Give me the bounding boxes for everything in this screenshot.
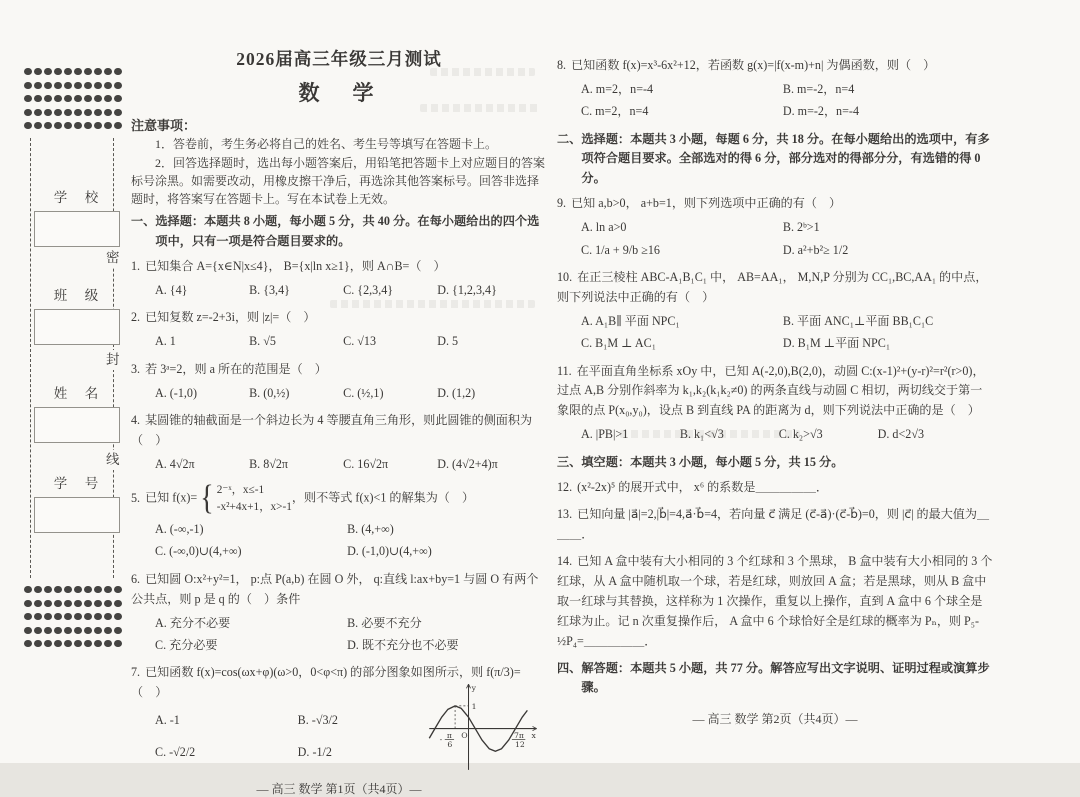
- dot: [84, 95, 92, 102]
- dot: [44, 613, 52, 620]
- dot: [74, 586, 82, 593]
- piecewise-case: 2⁻ˣ，x≤-1: [216, 484, 265, 497]
- dot: [34, 613, 42, 620]
- dot: [54, 627, 62, 634]
- dot: [114, 82, 122, 89]
- exam-subject: 数 学: [298, 81, 380, 105]
- option-D: D. -1/2: [297, 744, 332, 759]
- dot: [24, 613, 32, 620]
- question-text: 已知函数 f(x)=cos(ωx+φ)(ω>0，0<φ<π) 的部分图象如图所示，则 f(π/3)=（ ）: [131, 665, 521, 700]
- question: [557, 505, 993, 545]
- option-D: D. (4√2+4)π: [437, 456, 498, 471]
- dot: [114, 109, 122, 116]
- option-A: A. (-1,0): [155, 385, 197, 400]
- option-B: B. {3,4}: [249, 282, 290, 297]
- question-text: ，则不等式 f(x)<1 的解集为（ ）: [291, 490, 475, 505]
- dot: [104, 95, 112, 102]
- dot-row: [24, 640, 122, 647]
- option-D: D. a²+b²≥ 1/2: [782, 242, 849, 257]
- dot: [74, 95, 82, 102]
- dot: [104, 600, 112, 607]
- dot: [54, 95, 62, 102]
- dot: [74, 68, 82, 75]
- question-number: 2.: [131, 310, 141, 325]
- dot: [84, 613, 92, 620]
- dot: [64, 640, 72, 647]
- question-stem: [131, 360, 547, 380]
- dot: [44, 95, 52, 102]
- options: [131, 382, 547, 404]
- section-header: 三、填空题：本题共 3 小题，每小题 5 分，共 15 分。: [557, 454, 844, 469]
- dot: [104, 68, 112, 75]
- question-number: 5.: [131, 490, 141, 505]
- question-number: 12.: [557, 480, 573, 495]
- question-text: 已知 A 盒中装有大小相同的 3 个红球和 3 个黑球， B 盒中装有大小相同的 3 个红球，从 A 盒中随机取一个球，若是红球，则放回 A 盒；若是黑球，则从 B 盒中取一红球与其替换，这样称为 1 次操作，重复以上操作，直到 A 盒中 6 个球全是红球为止。记 n 次重复操作后， A 盒中 6 个球恰好全是红球的概率为 Pₙ，则 P₅-½P₄=＿＿＿＿＿．: [557, 554, 993, 648]
- dot: [114, 600, 122, 607]
- question: [131, 360, 547, 404]
- page-2-content: [557, 0, 993, 727]
- dot: [24, 82, 32, 89]
- graph-x-label: x: [531, 731, 536, 741]
- options: [557, 423, 993, 445]
- question-text: 已知集合 A={x∈N|x≤4}， B={x|ln x≥1}，则 A∩B=（ ）: [145, 259, 446, 274]
- option-C: C. -√2/2: [155, 744, 196, 759]
- question-stem: [131, 257, 547, 277]
- dot: [44, 68, 52, 75]
- question-text: 已知圆 O:x²+y²=1， p:点 P(a,b) 在圆 O 外， q:直线 l:ax+by=1 与圆 O 有两个公共点，则 p 是 q 的（ ）条件: [131, 571, 539, 606]
- field-name-box: [34, 407, 120, 443]
- question-number: 9.: [557, 196, 567, 211]
- dot: [94, 82, 102, 89]
- field-class: [34, 284, 120, 345]
- option-D: D. {1,2,3,4}: [437, 282, 497, 297]
- seal-char-xian: 线: [106, 450, 120, 470]
- dot: [44, 109, 52, 116]
- dot-row: [24, 586, 122, 593]
- field-name-label: 姓 名: [53, 386, 101, 401]
- question: [557, 478, 993, 498]
- question-text: (x²-2x)⁵ 的展开式中， x⁶ 的系数是＿＿＿＿＿．: [577, 480, 829, 495]
- dot: [104, 586, 112, 593]
- dot: [34, 109, 42, 116]
- dot: [104, 640, 112, 647]
- option-C: C. √13: [343, 334, 377, 349]
- dot: [64, 82, 72, 89]
- dot: [34, 68, 42, 75]
- dot: [94, 600, 102, 607]
- option-A: A. |PB|>1: [581, 427, 629, 442]
- question-text: 已知向量 |a⃗|=2,|b⃗|=4,a⃗·b⃗=4，若向量 c⃗ 满足 (c⃗-a⃗)·(c⃗-b⃗)=0，则 |c⃗| 的最大值为＿＿＿．: [557, 507, 990, 542]
- option-B: B. (4,+∞): [347, 522, 394, 537]
- dot: [44, 640, 52, 647]
- dot: [64, 627, 72, 634]
- exam-page-1: [131, 0, 547, 797]
- piecewise-brace: {: [200, 479, 214, 518]
- question: [131, 308, 547, 352]
- dot: [104, 122, 112, 129]
- dot: [74, 640, 82, 647]
- graph-y-label: y: [471, 683, 476, 693]
- options: [131, 705, 446, 768]
- dot: [24, 640, 32, 647]
- dot: [34, 600, 42, 607]
- option-A: A. -1: [155, 713, 180, 728]
- option-C: C. 16√2π: [343, 456, 389, 471]
- dot-row: [24, 600, 122, 607]
- option-B: B. 8√2π: [249, 456, 289, 471]
- dot: [44, 586, 52, 593]
- options: [131, 330, 547, 352]
- dot: [114, 586, 122, 593]
- dot: [44, 82, 52, 89]
- question: [557, 362, 993, 446]
- dot: [24, 600, 32, 607]
- option-C: C. 充分必要: [155, 638, 218, 653]
- question: [131, 570, 547, 657]
- question-text: 已知 f(x)=: [145, 490, 198, 505]
- dot: [104, 82, 112, 89]
- option-A: A. (-∞,-1): [155, 522, 204, 537]
- dot: [54, 613, 62, 620]
- dot: [54, 600, 62, 607]
- options: [557, 78, 993, 123]
- question-number: 13.: [557, 507, 573, 522]
- question-text: 已知复数 z=-2+3i，则 |z|=（ ）: [145, 310, 316, 325]
- option-A: A. A₁B∥ 平面 NPC₁: [581, 313, 680, 328]
- question-stem: [557, 552, 993, 652]
- graph-tick-neg-den: 6: [447, 740, 453, 750]
- piecewise-cases: [217, 482, 292, 516]
- dot: [94, 122, 102, 129]
- field-student-id-box: [34, 497, 120, 533]
- dot: [54, 82, 62, 89]
- option-A: A. ln a>0: [581, 220, 627, 235]
- graph-tick-neg-sign: -: [439, 735, 443, 745]
- graph-max-label: 1: [471, 702, 477, 712]
- dot: [114, 627, 122, 634]
- option-A: A. m=2，n=-4: [581, 81, 654, 96]
- dot: [104, 109, 112, 116]
- dot: [114, 68, 122, 75]
- dot: [34, 95, 42, 102]
- dot: [64, 122, 72, 129]
- dot: [44, 627, 52, 634]
- question-text: 某圆锥的轴截面是一个斜边长为 4 等腰直角三角形，则此圆锥的侧面积为（ ）: [131, 412, 533, 447]
- dot: [24, 95, 32, 102]
- dot: [54, 586, 62, 593]
- dot: [114, 613, 122, 620]
- question-number: 4.: [131, 412, 141, 427]
- question-number: 3.: [131, 361, 141, 376]
- dot: [64, 613, 72, 620]
- dot: [34, 122, 42, 129]
- option-C: C. k₂>√3: [778, 427, 823, 442]
- dot: [64, 95, 72, 102]
- option-D: D. B₁M ⊥平面 NPC₁: [782, 336, 891, 351]
- section-header: 二、选择题：本题共 3 小题，每题 6 分，共 18 分。在每小题给出的选项中，有多项符合题目要求。全部选对的得 6 分，部分选对的得部分分，有选错的得 0 分。: [557, 131, 990, 185]
- options: [131, 518, 547, 563]
- section-header: 一、选择题：本题共 8 小题，每小题 5 分，共 40 分。在每小题给出的四个选项中，只有一项是符合题目要求的。: [131, 214, 540, 248]
- option-D: D. d<2√3: [877, 427, 925, 442]
- dot: [54, 109, 62, 116]
- options: [557, 216, 993, 261]
- q7-function-graph: [425, 679, 543, 774]
- question-number: 11.: [557, 363, 572, 378]
- dot: [74, 122, 82, 129]
- dot: [94, 95, 102, 102]
- notice-item: 2．回答选择题时，选出每小题答案后，用铅笔把答题卡上对应题目的答案标号涂黑。如需要改动，用橡皮擦干净后，再选涂其他答案标号。回答非选择题时，将答案写在答题卡上。写在本试卷上无效。: [131, 156, 546, 206]
- question-stem: [557, 478, 993, 498]
- question-number: 7.: [131, 665, 141, 680]
- field-school: [34, 186, 120, 247]
- dot-row: [24, 122, 122, 129]
- dot: [74, 600, 82, 607]
- dot: [84, 82, 92, 89]
- question-text: 已知 a,b>0， a+b=1，则下列选项中正确的有（ ）: [571, 196, 842, 211]
- dot: [114, 640, 122, 647]
- page-footer: — 高三 数学 第1页（共4页）—: [256, 782, 422, 797]
- graph-origin-label: O: [461, 731, 468, 741]
- dot: [94, 586, 102, 593]
- dot: [54, 640, 62, 647]
- dot-row: [24, 109, 122, 116]
- question: [557, 268, 993, 355]
- dot: [74, 627, 82, 634]
- exam-page-2: [557, 0, 993, 727]
- dot: [94, 109, 102, 116]
- option-B: B. (0,½): [249, 385, 290, 400]
- question-number: 6.: [131, 571, 141, 586]
- question-stem: [131, 411, 547, 451]
- option-B: B. 2ᵇ>1: [782, 220, 820, 235]
- option-A: A. 充分不必要: [155, 615, 231, 630]
- question: [131, 411, 547, 475]
- dot: [94, 627, 102, 634]
- dot: [34, 586, 42, 593]
- option-B: B. k₁<√3: [679, 427, 724, 442]
- piecewise-case: -x²+4x+1，x>-1: [216, 501, 292, 514]
- question: [557, 194, 993, 261]
- option-D: D. (1,2): [437, 385, 476, 400]
- notice-item: 1．答卷前，考生务必将自己的姓名、考生号等填写在答题卡上。: [155, 137, 498, 151]
- dot: [54, 122, 62, 129]
- option-B: B. 必要不充分: [347, 615, 422, 630]
- question-text: 在正三棱柱 ABC-A₁B₁C₁ 中， AB=AA₁， M,N,P 分别为 CC₁,BC,AA₁ 的中点，则下列说法中正确的有（ ）: [557, 269, 988, 304]
- option-A: A. {4}: [155, 282, 188, 297]
- graph-tick-pos-num: 7π: [513, 731, 524, 741]
- option-D: D. m=-2，n=-4: [782, 104, 859, 119]
- question-stem: [557, 194, 993, 214]
- question-text: 已知函数 f(x)=x³-6x²+12，若函数 g(x)=|f(x-m)+n| 为偶函数，则（ ）: [571, 58, 936, 72]
- question: [131, 257, 547, 301]
- question-stem: [131, 308, 547, 328]
- dot: [74, 82, 82, 89]
- dot-row: [24, 613, 122, 620]
- dot: [24, 109, 32, 116]
- question: [131, 479, 547, 563]
- field-class-box: [34, 309, 120, 345]
- dot: [64, 109, 72, 116]
- dot: [24, 68, 32, 75]
- dot: [104, 613, 112, 620]
- dot: [84, 586, 92, 593]
- graph-tick-pos-den: 12: [514, 740, 525, 750]
- option-B: B. -√3/2: [297, 713, 338, 728]
- dot: [84, 640, 92, 647]
- question-stem: [131, 479, 547, 518]
- dot: [94, 68, 102, 75]
- dot: [24, 627, 32, 634]
- dot: [104, 627, 112, 634]
- option-B: B. √5: [249, 334, 276, 349]
- dot: [94, 640, 102, 647]
- question-text: 在平面直角坐标系 xOy 中，已知 A(-2,0),B(2,0)，动圆 C:(x-1)²+(y-r)²=r²(r>0)，过点 A,B 分别作斜率为 k₁,k₂(k₁k₂≠0) 的两条直线与动圆 C 相切，两切线交于第一象限的点 P(x₀,y₀)，设点 B 到直线 PA 的距离为 d，则下列说法中正确的是（ ）: [557, 363, 985, 418]
- option-D: D. 既不充分也不必要: [347, 638, 459, 653]
- dot: [34, 640, 42, 647]
- dot: [54, 68, 62, 75]
- option-C: C. {2,3,4}: [343, 282, 394, 297]
- option-B: B. 平面 ANC₁⊥平面 BB₁C₁C: [782, 313, 934, 328]
- page-footer: — 高三 数学 第2页（共4页）—: [692, 711, 858, 726]
- field-student-id: [34, 472, 120, 533]
- dot: [114, 95, 122, 102]
- field-school-box: [34, 211, 120, 247]
- dot-row: [24, 82, 122, 89]
- option-C: C. (½,1): [343, 385, 384, 400]
- dot: [24, 586, 32, 593]
- dot: [94, 613, 102, 620]
- dot: [84, 109, 92, 116]
- dot: [84, 68, 92, 75]
- field-name: [34, 382, 120, 443]
- field-student-id-label: 学 号: [53, 476, 101, 491]
- dot: [64, 586, 72, 593]
- option-C: C. 1/a + 9/b ≥16: [581, 242, 660, 257]
- dot: [84, 627, 92, 634]
- question-number: 8.: [557, 58, 567, 72]
- dot-strip-bottom: [24, 586, 122, 654]
- seal-dashed-line-left: [30, 138, 31, 578]
- dot: [44, 600, 52, 607]
- option-A: A. 1: [155, 334, 176, 349]
- dot: [34, 82, 42, 89]
- dot-strip-top: [24, 68, 122, 136]
- dot: [44, 122, 52, 129]
- seal-char-feng: 封: [106, 350, 120, 370]
- question: [557, 56, 993, 123]
- options: [131, 453, 547, 475]
- dot: [114, 122, 122, 129]
- field-class-label: 班 级: [53, 288, 101, 303]
- dot: [84, 122, 92, 129]
- option-A: A. 4√2π: [155, 456, 195, 471]
- exam-title: 2026届高三年级三月测试: [236, 49, 442, 69]
- dot: [64, 600, 72, 607]
- question-stem: [557, 505, 993, 545]
- question-number: 1.: [131, 259, 141, 274]
- option-C: C. (-∞,0)∪(4,+∞): [155, 544, 242, 559]
- question-stem: [557, 362, 993, 422]
- dot: [74, 109, 82, 116]
- seal-char-mi: 密: [106, 248, 120, 268]
- options: [131, 612, 547, 657]
- question-number: 10.: [557, 269, 573, 284]
- option-D: D. (-1,0)∪(4,+∞): [347, 544, 432, 559]
- dot-row: [24, 95, 122, 102]
- field-school-label: 学 校: [53, 190, 101, 205]
- question: [557, 552, 993, 652]
- question-text: 若 3ᵃ=2，则 a 所在的范围是（ ）: [145, 361, 327, 376]
- question-stem: [557, 56, 993, 76]
- question-stem: [557, 268, 993, 308]
- dot-row: [24, 68, 122, 75]
- page-1-content: [131, 0, 547, 797]
- seal-line-sidebar: [0, 0, 128, 763]
- question-stem: [131, 570, 547, 610]
- dot: [74, 613, 82, 620]
- section-header: 四、解答题：本题共 5 小题，共 77 分。解答应写出文字说明、证明过程或演算步骤。: [557, 660, 990, 695]
- dot: [64, 68, 72, 75]
- graph-tick-neg-num: π: [446, 731, 452, 741]
- notice-title: 注意事项：: [131, 118, 197, 133]
- options: [557, 310, 993, 355]
- options: [131, 279, 547, 301]
- dot: [24, 122, 32, 129]
- dot: [84, 600, 92, 607]
- dot-row: [24, 627, 122, 634]
- option-B: B. m=-2，n=4: [782, 81, 855, 96]
- option-C: C. B₁M ⊥ AC₁: [581, 336, 656, 351]
- question: [131, 663, 547, 768]
- question-number: 14.: [557, 554, 573, 569]
- option-C: C. m=2，n=4: [581, 104, 649, 119]
- dot: [34, 627, 42, 634]
- option-D: D. 5: [437, 334, 459, 349]
